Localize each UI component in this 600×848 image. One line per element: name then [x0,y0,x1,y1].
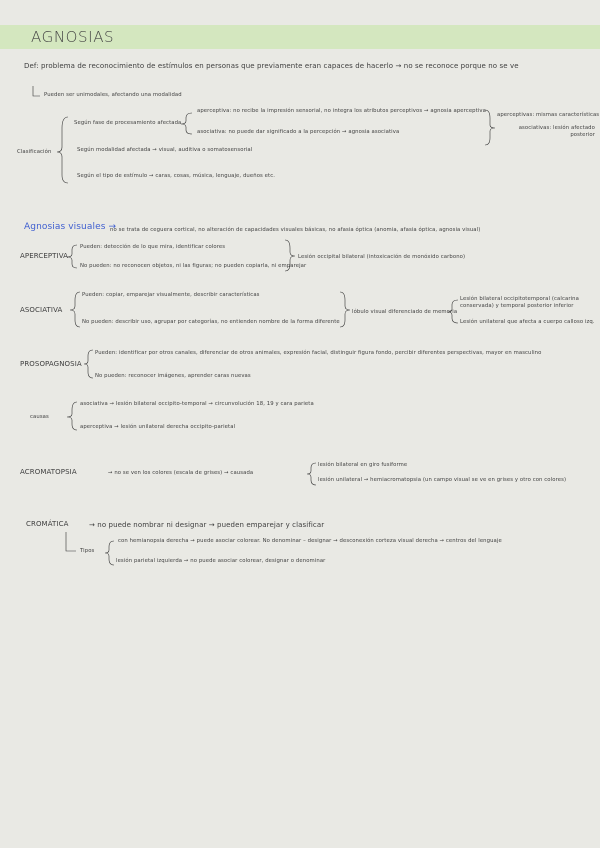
definition-subtext: Pueden ser unimodales, afectando una modalidad [44,92,182,98]
tipos-line-2: lesión parietal izquierda → no puede asociar colorear, designar o denominar [116,558,326,564]
classif-fase: Según fase de procesamiento afectada [74,120,182,126]
classif-right-2: asociativas: lesión afectado posterior [518,125,595,138]
acromatopsia-right-2: lesión unilateral → hemiacromatopsia (un campo visual se ve en grises y otro con colores) [318,477,567,483]
aperceptiva-line-2: No pueden: no reconocen objetos, ni las figuras; no pueden copiarla, ni emparejar [80,263,307,269]
cromatica-desc: → no puede nombrar ni designar → pueden emparejar y clasificar [89,521,325,529]
tipos-label: Tipos [80,548,95,554]
aperceptiva-label: APERCEPTIVA [20,252,69,260]
prosopagnosia-line-1: Pueden: identificar por otros canales, diferenciar de otros animales, expresión facial, distinguir figura fondo, percibir diferentes perspectivas, mayor en masculino [95,350,542,356]
causas-label: causas [30,414,49,420]
classification-label: Clasificación [17,149,52,155]
asociativa-label: ASOCIATIVA [20,306,63,314]
visual-agnosias-intro: no se trata de ceguera cortical, no alteración de capacidades visuales básicas, no afasia óptica (anomia, afasia óptica, agnosia visual) [110,227,481,233]
prosopagnosia-line-2: No pueden: reconocer imágenes, aprender caras nuevas [95,373,251,379]
causas-line-1: asociativa → lesión bilateral occipito-temporal → circunvolución 18, 19 y cara parieta [80,401,314,407]
causas-line-2: aperceptiva → lesión unilateral derecha occipito-parietal [80,424,236,430]
asociativa-line-1: Pueden: copiar, emparejar visualmente, describir características [82,292,260,298]
acromatopsia-desc: → no se ven los colores (escala de grises) → causada [108,470,254,476]
prosopagnosia-label: PROSOPAGNOSIA [20,360,82,368]
classif-aperceptiva: aperceptiva: no recibe la impresión sensorial, no integra los atributos perceptivos → agnosia aperceptiva [197,108,486,114]
acromatopsia-right-1: lesión bilateral en giro fusiforme [318,462,408,468]
asociativa-mid: lóbulo visual diferenciado de memoria [352,309,458,315]
acromatopsia-label: ACROMATOPSIA [20,468,77,476]
tipos-line-1: con hemianopsia derecha → puede asociar colorear. No denominar – designar → desconexión corteza visual derecha → centros del lenguaje [118,538,502,544]
asociativa-right-2: Lesión unilateral que afecta a cuerpo calloso izq. [460,319,595,325]
definition-text: Def: problema de reconocimiento de estímulos en personas que previamente eran capaces de hacerlo → no se reconoce porque no se ve [24,62,519,70]
asociativa-right-1: Lesión bilateral occipitotemporal (calcarina conservada) y temporal posterior inferior [460,296,579,309]
cromatica-label: CROMÁTICA [26,520,69,528]
classif-right-1: aperceptivas: mismas características [497,112,600,118]
classif-estimulo: Según el tipo de estímulo → caras, cosas, música, lenguaje, dueños etc. [77,173,276,179]
aperceptiva-line-1: Pueden: detección de lo que mira, identificar colores [80,244,226,250]
aperceptiva-right: Lesión occipital bilateral (intoxicación de monóxido carbono) [298,254,466,260]
page-title: AGNOSIAS [31,28,115,46]
classif-modalidad: Según modalidad afectada → visual, auditiva o somatosensorial [77,147,253,153]
classif-asociativa: asociativa: no puede dar significado a la percepción → agnosia asociativa [197,129,400,135]
visual-agnosias-heading: Agnosias visuales → [24,222,117,232]
asociativa-line-2: No pueden: describir uso, agrupar por categorías, no entienden nombre de la forma diferente [82,319,340,325]
